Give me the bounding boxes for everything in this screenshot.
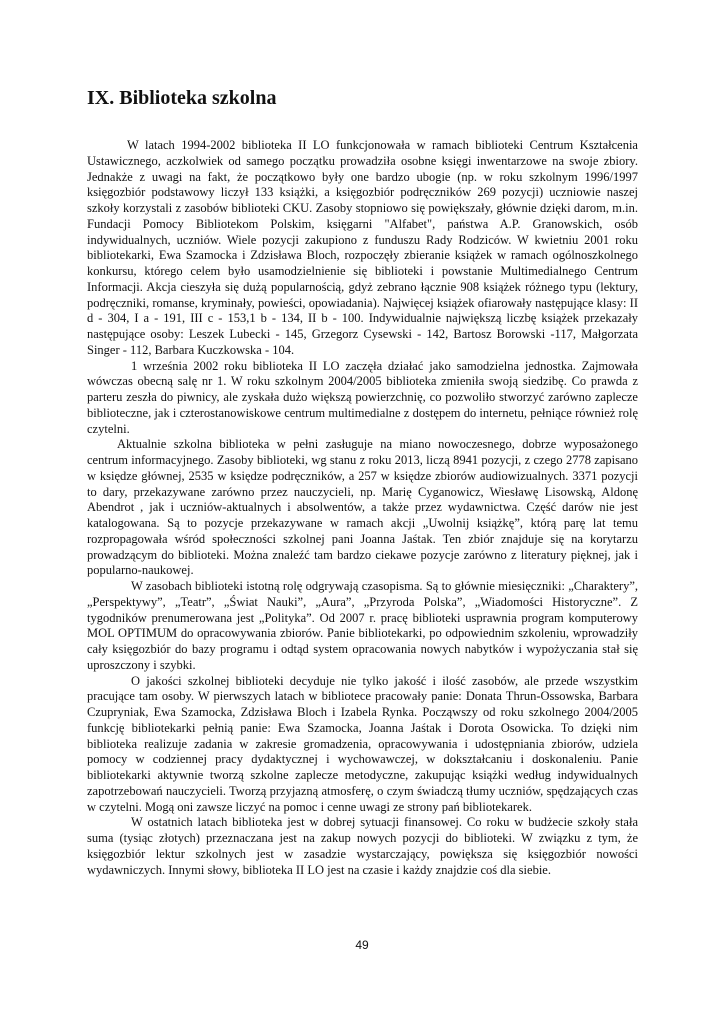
paragraph-independence: 1 września 2002 roku biblioteka II LO zaczęła działać jako samodzielna jednostka. Zajmowała wówczas obecną salę nr 1. W roku szkolnym 2004/2005 biblioteka zmieniła swoją siedzibę. Co prawda z parteru zeszła do piwnicy, ale zyskała dużo większą powierzchnię, co pozwoliło stworzyć zarówno zaplecze biblioteczne, jak i czterostanowiskowe centrum multimedialne z dostępem do internetu, pełniące również rolę czytelni. [87, 358, 638, 436]
paragraph-collection: Aktualnie szkolna biblioteka w pełni zasługuje na miano nowoczesnego, dobrze wyposażonego centrum informacyjnego. Zasoby biblioteki, wg stanu z roku 2013, liczą 8941 pozycji, z czego 2778 zapisano w księdze głównej, 2535 w księdze podręczników, a 257 w księdze zbiorów audiowizualnych. 3371 pozycji to dary, przekazywane zarówno przez nauczycieli, np. Marię Cyganowicz, Wiesławę Lisowską, Aldonę Abendrot , jak i uczniów-aktualnych i absolwentów, a także przez wydawnictwa. Część darów nie jest katalogowana. Są to pozycje przekazywane w ramach akcji „Uwolnij książkę”, którą parę lat temu rozpropagowała wśród społeczności szkolnej pani Joanna Jaśtak. Ten zbiór znajduje się na korytarzu prowadzącym do biblioteki. Można znaleźć tam bardzo ciekawe pozycje zarówno z literatury pięknej, jak i popularno-naukowej. [87, 437, 638, 578]
chapter-heading: IX. Biblioteka szkolna [87, 87, 277, 109]
paragraph-history: W latach 1994-2002 biblioteka II LO funkcjonowała w ramach biblioteki Centrum Kształcenia Ustawicznego, aczkolwiek od samego początku prowadziła osobne księgi inwentarzowe na swoje zbiory. Jednakże z uwagi na fakt, że początkowo były one bardzo ubogie (np. w roku szkolnym 1996/1997 księgozbiór podstawowy liczył 133 książki, a księgozbiór podręczników 269 pozycji) uczniowie naszej szkoły korzystali z zasobów biblioteki CKU. Zasoby stopniowo się powiększały, głównie dzięki darom, m.in. Fundacji Pomocy Bibliotekom Polskim, księgarni "Alfabet", państwa A.P. Granowskich, osób indywidualnych, uczniów. Wiele pozycji zakupiono z funduszu Rady Rodziców. W kwietniu 2001 roku bibliotekarki, Ewa Szamocka i Zdzisława Bloch, rozpoczęły zbieranie książek w ramach ogólnoszkolnego konkursu, którego celem było usamodzielnienie się biblioteki i powstanie Multimedialnego Centrum Informacji. Akcja cieszyła się dużą popularnością, gdyż zebrano łącznie 908 książek różnego typu (lektury, podręczniki, romanse, kryminały, powieści, opowiadania). Najwięcej książek ofiarowały następujące klasy: II d - 304, I a - 191, III c - 153,1 b - 134, II b - 100. Indywidualnie największą liczbę książek przekazały następujące osoby: Leszek Lubecki - 145, Grzegorz Cysewski - 142, Bartosz Borowski -117, Małgorzata Singer - 112, Barbara Kuczkowska - 104. [87, 138, 638, 357]
page-number: 49 [355, 938, 369, 952]
paragraph-finances: W ostatnich latach biblioteka jest w dobrej sytuacji finansowej. Co roku w budżecie szkoły stała suma (tysiąc złotych) przeznaczana jest na zakup nowych pozycji do biblioteki. W związku z tym, że księgozbiór lektur szkolnych jest w zasadzie wystarczający, powiększa się księgozbiór nowości wydawniczych. Innymi słowy, biblioteka II LO jest na czasie i każdy znajdzie coś dla siebie. [87, 815, 638, 877]
body-text [87, 138, 638, 878]
paragraph-staff: O jakości szkolnej biblioteki decyduje nie tylko jakość i ilość zasobów, ale przede wszystkim pracujące tam osoby. W pierwszych latach w bibliotece pracowały panie: Donata Thrun-Ossowska, Barbara Czupryniak, Ewa Szamocka, Zdzisława Bloch i Izabela Rynka. Począwszy od roku szkolnego 2004/2005 funkcję bibliotekarki pełnią panie: Ewa Szamocka, Joanna Jaśtak i Dorota Osowicka. To dzięki nim biblioteka realizuje zadania w zakresie gromadzenia, opracowywania i udostępniania zbiorów, udziela pomocy w codziennej pracy dydaktycznej i wychowawczej, w dokształcaniu i doskonaleniu. Panie bibliotekarki aktywnie tworzą szkolne zaplecze metodyczne, zakupując książki według indywidualnych zapotrzebowań nauczycieli. Tworzą przyjazną atmosferę, o czym świadczą tłumy uczniów, spędzających czas w czytelni. Mogą oni zawsze liczyć na pomoc i cenne uwagi ze strony pań bibliotekarek. [87, 673, 638, 814]
paragraph-periodicals: W zasobach biblioteki istotną rolę odgrywają czasopisma. Są to głównie miesięczniki: „Charaktery”, „Perspektywy”, „Teatr”, „Świat Nauki”, „Aura”, „Przyroda Polska”, „Wiadomości Historyczne”. Z tygodników prenumerowana jest „Polityka”. Od 2007 r. pracę biblioteki usprawnia program komputerowy MOL OPTIMUM do opracowywania zbiorów. Panie bibliotekarki, po odpowiednim szkoleniu, wprowadziły cały księgozbiór do bazy programu i odtąd system opracowania nowych nabytków i wypożyczania stał się uproszczony i szybki. [87, 579, 638, 672]
